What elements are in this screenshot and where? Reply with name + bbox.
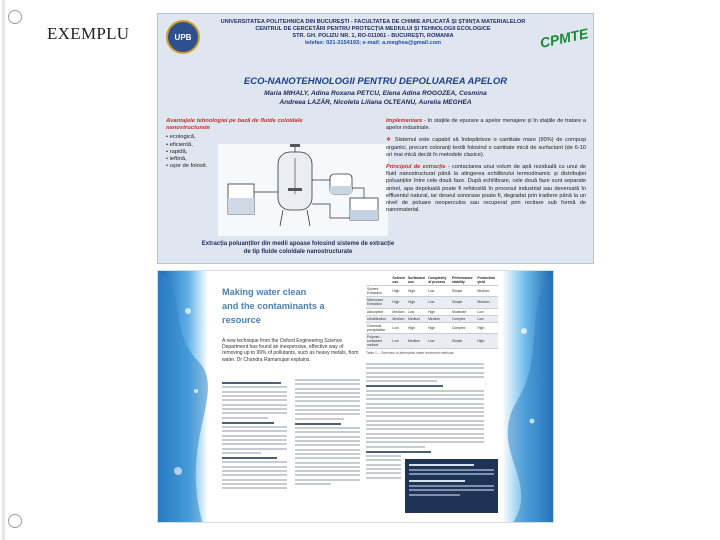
article-lead: A new technique from the Oxford Engineering Science Department has found an inexpensive, effective way of removing up to 99% of pollutants, such as heavy metals, from water. Dr Chandra Ramanujan explains. [222, 338, 359, 363]
table-row [366, 322, 498, 333]
table-cell: Low [476, 308, 498, 315]
table-cell: Medium [407, 315, 427, 322]
article-title-line: resource [222, 315, 261, 325]
table-cell: Chemical precipitation [366, 322, 391, 333]
water-splash-left-image [158, 271, 208, 523]
article-title-line: and the contaminants a [222, 301, 325, 311]
table-row [366, 297, 498, 308]
table-cell: Microwave Extraction [366, 297, 391, 308]
table-header-cell: Solvent use [391, 275, 407, 286]
article-image [157, 270, 554, 523]
table-cell: Medium [476, 286, 498, 297]
table-row [366, 334, 498, 349]
table-cell: Low [427, 334, 451, 349]
table-cell: Medium [391, 315, 407, 322]
table-cell: High [407, 322, 427, 333]
rail-circle-icon [8, 10, 22, 24]
table-header-cell: Surfactant use [407, 275, 427, 286]
table-cell: Low [476, 315, 498, 322]
advantage-item: • eficientă, [166, 142, 306, 149]
advantage-item: • ecologică, [166, 134, 306, 141]
table-cell: Simple [451, 286, 476, 297]
comparison-table [366, 275, 498, 359]
table-cell: Simple [451, 334, 476, 349]
table-cell: Moderate [451, 308, 476, 315]
table-cell: High [391, 297, 407, 308]
table-cell: High [427, 308, 451, 315]
advantage-item: • ieftină, [166, 156, 306, 163]
table-cell: Low [427, 297, 451, 308]
advantage-item: • rapidă, [166, 149, 306, 156]
table-cell: Medium [391, 308, 407, 315]
poster-header-line: STR. GH. POLIZU NR. 1, RO-011061 - BUCUREȘTI, ROMANIA [292, 33, 454, 39]
table-cell: High [391, 286, 407, 297]
article-column [295, 379, 360, 521]
table-header-cell: Production yield [476, 275, 498, 286]
poster-right-column: Implementare - în stațiile de epurare a apelor menajere și în stațiile de tratare a apelor industriale. ❖ Sistemul este capabil să îndepărteze o cantitate mare (90%) de compuși organici, precum coloranți textili folosind o cantitate mică de surfactant (de 6-10 ori mai mică decât în metodele clasice). Principiul de extracție - contactarea unui volum de apă reziduală cu unui de fluid nanostructurat până la atingerea echilibrului termodinamic și distribuției poluanților între cele două faze. După echilibrare, cele două faze sunt separate antrel, apa depoluată poate fi refolosită în procesul industrial sau deversată în effluentul natural, iar deseul sonorase poate fi, degradat prin iradiere până la un nivel de poluare neoperculos sau recuperat prin recitare sub formă de nanomaterial. [386, 118, 587, 214]
slide-title: EXEMPLU [47, 24, 130, 43]
table-cell: Low [391, 334, 407, 349]
left-rail [2, 0, 5, 540]
table-cell: Complex [451, 322, 476, 333]
poster-authors-line: Andreea LAZĂR, Nicoleta Liliana OLTEANU, Aurelia MEGHEA [279, 98, 472, 106]
table-row [366, 315, 498, 322]
table-header-row [366, 275, 498, 286]
rail-decoration [8, 10, 22, 530]
university-logo-icon: UPB [166, 20, 200, 54]
implementation-heading: Implementare [386, 118, 423, 124]
poster-authors-line: Maria MIHALY, Adina Roxana PETCU, Elena Adina ROGOZEA, Cosmina [264, 90, 487, 97]
table-cell: Medium [407, 334, 427, 349]
table-header-cell [366, 275, 391, 286]
table-cell: Ultrafiltration [366, 315, 391, 322]
table-cell: Low [391, 322, 407, 333]
table-cell: Low [407, 308, 427, 315]
table-note: Table 1 – Overview of alternative water treatment methods [366, 351, 454, 356]
article-info-box [405, 459, 498, 513]
poster-image [157, 13, 594, 264]
table-cell: Polymer–surfactant method [366, 334, 391, 349]
table-cell: Simple [451, 297, 476, 308]
poster-header [208, 19, 538, 47]
table-cell: High [427, 322, 451, 333]
poster-bullet-text: Sistemul este capabil să îndepărteze o cantitate mare (90%) de compuși organici, precum coloranți textili folosind o cantitate mică de surfactant (de 6-10 ori mai mică decât în metodele clasice). [386, 137, 587, 158]
advantages-heading: Avantajele tehnologiei pe bază de fluide coloidale nanostructurate [166, 118, 303, 132]
poster-title: ECO-NANOTEHNOLOGII PENTRU DEPOLUAREA APELOR [243, 76, 508, 87]
advantage-item: • ușor de folosit. [166, 163, 306, 170]
center-logo-icon: CPMTE [538, 25, 590, 51]
table-cell: Medium [476, 297, 498, 308]
table-header-cell: Performance stability [451, 275, 476, 286]
table-cell: Low [427, 286, 451, 297]
principle-text: - contactarea unui volum de apă reziduală cu unui de fluid nanostructurat până la atingerea echilibrului termodinamic și distribuției poluanților între cele două faze. După echilibrare, cele două faze sunt separate antrel, apa depoluată poate fi refolosită în procesul industrial sau deversată în effluentul natural, iar deseul sonorase poate fi, degradat prin iradiere până la un nivel de poluare neoperculos sau recuperat prin recitare sub formă de nanomaterial. [386, 164, 586, 214]
table-cell: High [407, 297, 427, 308]
article-title [222, 285, 362, 327]
table-row [366, 308, 498, 315]
article-body-text [222, 379, 362, 521]
water-splash-right-image [502, 271, 554, 523]
table-row [366, 286, 498, 297]
poster-authors [218, 90, 533, 107]
table-cell: High [476, 322, 498, 333]
poster-header-line: CENTRUL DE CERCETĂRI PENTRU PROTECȚIA MEDIULUI ȘI TEHNOLOGII ECOLOGICE [255, 26, 491, 32]
principle-heading: Principiul de extracție [386, 164, 446, 171]
table-header-cell: Complexity of process [427, 275, 451, 286]
table-cell: High [407, 286, 427, 297]
table-cell: Solvent Extraction [366, 286, 391, 297]
table-cell: Complex [451, 315, 476, 322]
extraction-process-diagram [218, 144, 388, 236]
article-title-line: Making water clean [222, 287, 307, 297]
poster-caption: Extracția poluanților din medii apoase folosind sisteme de extracție de tip fluide coloidale nanostructurate [201, 241, 395, 255]
rail-circle-icon [8, 514, 22, 528]
table-cell: Adsorption [366, 308, 391, 315]
table-cell: Medium [427, 315, 451, 322]
article-column [222, 379, 287, 521]
implementation-text: - în stațiile de epurare a apelor menajere și în stațiile de tratare a apelor industriale. [386, 118, 586, 132]
poster-header-line: telefax: 021-3154193; e-mail: a.meghea@gmail.com [304, 40, 442, 46]
poster-header-line: UNIVERSITATEA POLITEHNICA DIN BUCUREȘTI - FACULTATEA DE CHIMIE APLICATĂ ȘI ȘTIINȚA MATERIALELOR [220, 19, 526, 25]
table-cell: High [476, 334, 498, 349]
